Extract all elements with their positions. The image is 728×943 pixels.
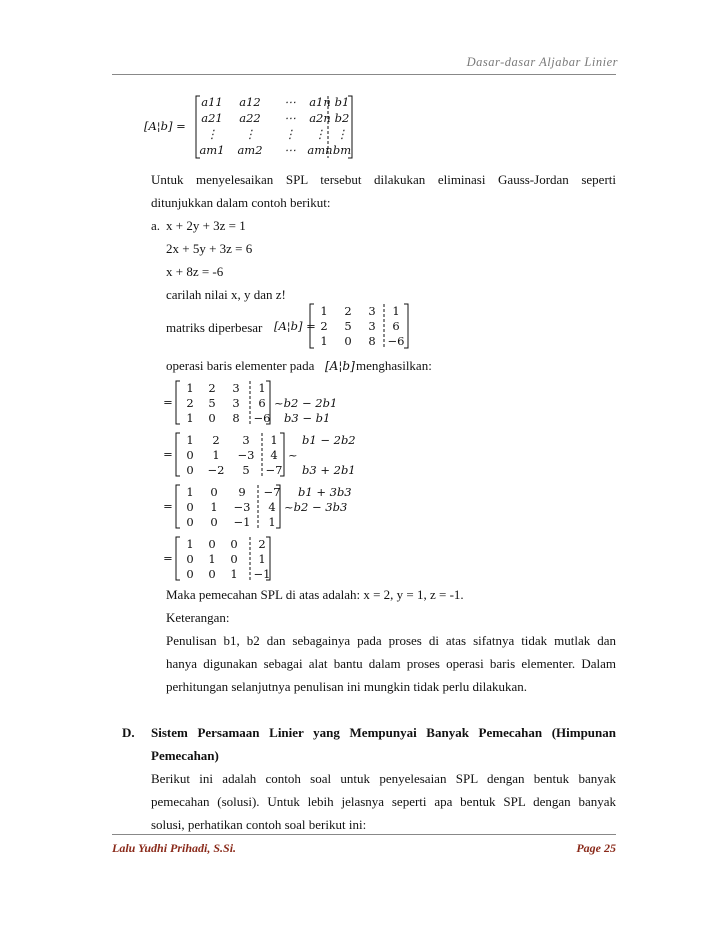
example-item-marker: a.: [151, 218, 161, 233]
matrix-cell: 2: [208, 381, 216, 395]
row-operation: ~: [288, 448, 298, 462]
augmented-label: matriks diperbesar: [166, 320, 263, 335]
matrix-cell: 6: [258, 396, 266, 410]
augmented-symbol: [A¦b] =: [274, 319, 316, 333]
matrix-cell: 3: [368, 319, 376, 333]
equation-3: x + 8z = -6: [166, 264, 224, 279]
matrix-cell: 1: [320, 304, 328, 318]
matrix-cell: 5: [242, 463, 250, 477]
matrix-cell: am1: [199, 143, 225, 157]
question: carilah nilai x, y dan z!: [166, 287, 286, 302]
matrix-cell: 1: [320, 334, 328, 348]
matrix-cell: −1: [253, 567, 271, 581]
matrix-cell: 0: [208, 567, 216, 581]
matrix-cell: 2: [212, 433, 220, 447]
matrix-cell: a21: [201, 111, 223, 125]
header-rule: [112, 74, 616, 75]
matrix-cell: 0: [186, 552, 194, 566]
matrix-cell: ⋮: [244, 127, 256, 141]
matrix-cell: 2: [258, 537, 266, 551]
section-label: D.: [122, 725, 135, 740]
ops-symbol: [A¦b]: [325, 359, 355, 373]
matrix-cell: 2: [344, 304, 352, 318]
matrix-cell: a1n: [309, 95, 331, 109]
matrix-cell: 0: [186, 567, 194, 581]
running-header: Dasar-dasar Aljabar Linier: [466, 55, 618, 69]
matrix-cell: 1: [186, 381, 194, 395]
row-operation: b3 + 2b1: [302, 463, 356, 477]
matrix-cell: 0: [208, 537, 216, 551]
augmented-matrix: [274, 302, 414, 350]
footer-rule: [112, 834, 616, 835]
note-title: Keterangan:: [166, 610, 230, 625]
matrix-cell: −1: [233, 515, 251, 529]
section-title-line-2: Pemecahan): [151, 748, 219, 763]
augmented-general-matrix: [140, 92, 380, 162]
ops-label-pre: operasi baris elementer pada: [166, 358, 315, 373]
matrix-cell: 3: [232, 381, 240, 395]
matrix-cell: a11: [201, 95, 223, 109]
equation-1: x + 2y + 3z = 1: [166, 218, 246, 233]
matrix-cell: 2: [186, 396, 194, 410]
matrix-cell: 5: [344, 319, 352, 333]
matrix-cell: 1: [392, 304, 400, 318]
matrix-cell: bm: [332, 143, 352, 157]
matrix-cell: 0: [186, 500, 194, 514]
intro-line-1: Untuk menyelesaikan SPL tersebut dilakukan eliminasi Gauss-Jordan seperti: [151, 172, 616, 187]
elimination-steps: [150, 378, 410, 582]
section-body-line-3: solusi, perhatikan contoh soal berikut ini:: [151, 817, 367, 832]
matrix-cell: 5: [208, 396, 216, 410]
footer-author: Lalu Yudhi Prihadi, S.Si.: [112, 841, 237, 855]
matrix-cell: −2: [207, 463, 225, 477]
row-operation: b1 − 2b2: [302, 433, 356, 447]
matrix-cell: 1: [186, 537, 194, 551]
matrix-cell: 8: [232, 411, 240, 425]
matrix-cell: am2: [237, 143, 263, 157]
matrix-cell: 0: [210, 485, 218, 499]
matrix-cell: −6: [387, 334, 405, 348]
matrix-cell: 0: [210, 515, 218, 529]
matrix-cell: 1: [212, 448, 220, 462]
equals-sign: =: [163, 499, 173, 513]
section-body-line-2: pemecahan (solusi). Untuk lebih jelasnya seperti apa bentuk SPL dengan banyak: [151, 794, 616, 809]
matrix-cell: a22: [239, 111, 261, 125]
matrix-cell: −3: [237, 448, 255, 462]
matrix-cell: 2: [320, 319, 328, 333]
matrix-cell: 6: [392, 319, 400, 333]
solution-text: Maka pemecahan SPL di atas adalah: x = 2, y = 1, z = -1.: [166, 587, 464, 602]
matrix-cell: 1: [230, 567, 238, 581]
matrix-cell: 1: [210, 500, 218, 514]
equation-2: 2x + 5y + 3z = 6: [166, 241, 253, 256]
row-operation: ~b2 − 3b3: [284, 500, 348, 514]
note-line-2: hanya digunakan sebagai alat bantu dalam proses operasi baris elementer. Dalam: [166, 656, 616, 671]
matrix-cell: a12: [239, 95, 261, 109]
matrix-cell: −7: [263, 485, 281, 499]
matrix-cell: ⋮: [284, 127, 296, 141]
left-bracket: [176, 381, 180, 424]
matrix-cell: ⋯: [284, 95, 296, 109]
matrix-cell: ⋯: [284, 111, 296, 125]
footer-page-number: Page 25: [576, 841, 616, 855]
matrix-cell: 1: [186, 411, 194, 425]
matrix-cell: 0: [230, 552, 238, 566]
matrix-cell: 0: [344, 334, 352, 348]
matrix-cell: 1: [270, 433, 278, 447]
matrix-cell: b2: [334, 111, 350, 125]
equals-sign: =: [163, 447, 173, 461]
row-operation: ~b2 − 2b1: [274, 396, 338, 410]
matrix-cell: 4: [270, 448, 278, 462]
matrix-cell: 1: [258, 552, 266, 566]
matrix-cell: b1: [334, 95, 350, 109]
matrix-cell: a2n: [309, 111, 331, 125]
matrix-cell: 8: [368, 334, 376, 348]
matrix-cell: ⋮: [206, 127, 218, 141]
matrix-cell: 1: [268, 515, 276, 529]
intro-line-2: ditunjukkan dalam contoh berikut:: [151, 195, 331, 210]
matrix-cell: 0: [186, 463, 194, 477]
matrix-cell: 1: [186, 485, 194, 499]
matrix-cell: 1: [208, 552, 216, 566]
matrix-cell: 0: [230, 537, 238, 551]
equals-sign: =: [163, 551, 173, 565]
matrix-cell: 0: [186, 448, 194, 462]
matrix-cell: 9: [238, 485, 246, 499]
augmented-general-lhs: [A¦b] =: [144, 119, 186, 133]
section-title-line-1: Sistem Persamaan Linier yang Mempunyai Banyak Pemecahan (Himpunan: [151, 725, 616, 740]
equals-sign: =: [163, 395, 173, 409]
row-operation: b1 + 3b3: [298, 485, 352, 499]
left-bracket: [176, 485, 180, 528]
matrix-cell: 0: [186, 515, 194, 529]
matrix-cell: ⋮: [336, 127, 348, 141]
note-line-3: perhitungan selanjutnya penulisan ini mungkin tidak perlu dilakukan.: [166, 679, 528, 694]
matrix-cell: 0: [208, 411, 216, 425]
matrix-cell: amn: [307, 143, 333, 157]
matrix-cell: −6: [253, 411, 271, 425]
left-bracket: [176, 537, 180, 580]
note-line-1: Penulisan b1, b2 dan sebagainya pada proses di atas sifatnya tidak mutlak dan: [166, 633, 616, 648]
matrix-cell: −3: [233, 500, 251, 514]
matrix-cell: 4: [268, 500, 276, 514]
matrix-cell: −7: [265, 463, 283, 477]
ops-label-post: menghasilkan:: [356, 358, 432, 373]
section-body-line-1: Berikut ini adalah contoh soal untuk penyelesaian SPL dengan bentuk banyak: [151, 771, 616, 786]
matrix-cell: ⋯: [284, 143, 296, 157]
matrix-cell: ⋮: [314, 127, 326, 141]
left-bracket: [176, 433, 180, 476]
row-operation: b3 − b1: [284, 411, 331, 425]
matrix-cell: 1: [258, 381, 266, 395]
matrix-cell: 1: [186, 433, 194, 447]
matrix-cell: 3: [368, 304, 376, 318]
matrix-cell: 3: [232, 396, 240, 410]
matrix-cell: 3: [242, 433, 250, 447]
